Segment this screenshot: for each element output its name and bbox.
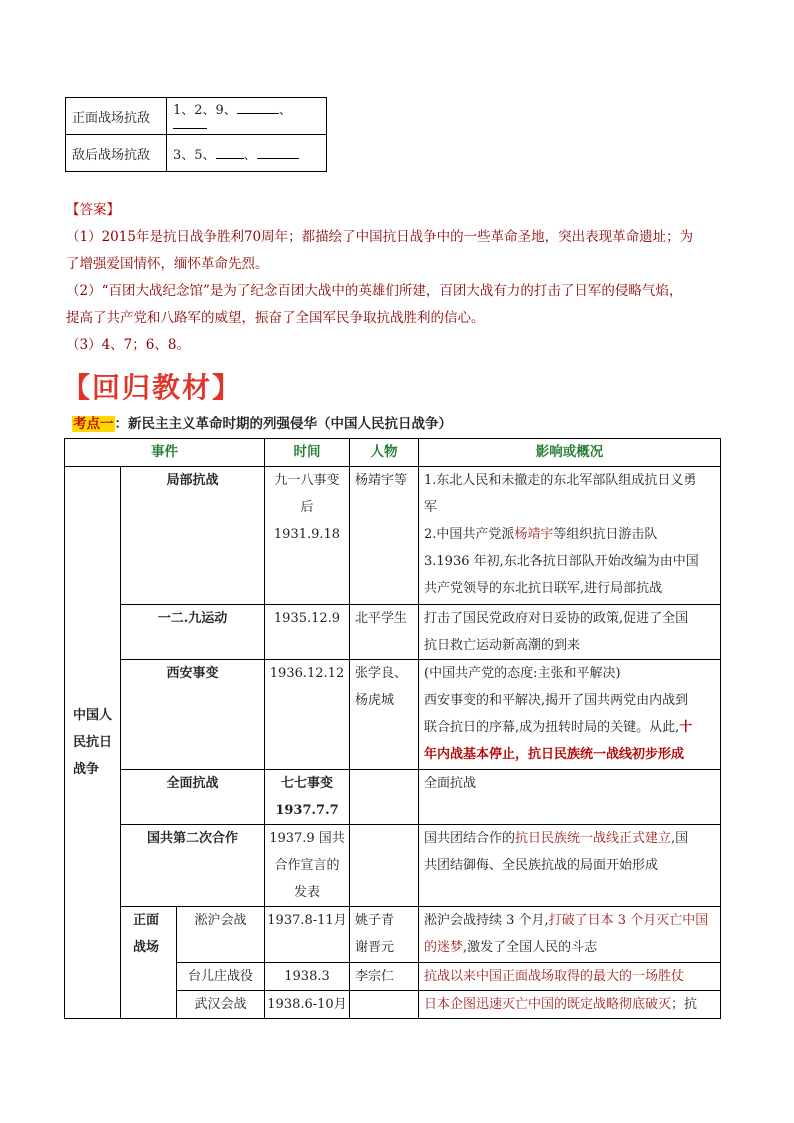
event-impact: (中国共产党的态度:主张和平解决) 西安事变的和平解决,揭开了国共两党由内战到 联合抗日的序幕,成为扭转时局的关键。从此,十 年内战基本停止，抗日民族统一战线初步形成 — [419, 660, 721, 770]
table-row — [65, 770, 721, 825]
event-name: 局部抗战 — [121, 467, 265, 605]
answer-line: （3）4、7；6、8。 — [66, 337, 190, 353]
row-label: 正面战场抗敌 — [66, 98, 167, 135]
answer-line: （2）“百团大战纪念馆”是为了纪念百团大战中的英雄们所建，百团大战有力的打击了日军的侵略气焰， — [66, 283, 683, 299]
event-time: 1935.12.9 — [265, 605, 350, 660]
row-value: 3、5、 、 — [167, 135, 327, 172]
event-impact: 抗战以来中国正面战场取得的最大的一场胜仗 — [419, 963, 721, 991]
table-row — [65, 907, 721, 963]
event-person — [350, 825, 419, 907]
event-time: 1937.8-11月 — [265, 907, 350, 963]
event-name: 武汉会战 — [177, 991, 265, 1019]
row-value: 1、2、9、 、 — [167, 98, 327, 135]
section-banner: 【回归教材】 — [62, 371, 243, 404]
event-person — [350, 770, 419, 825]
event-person: 李宗仁 — [350, 963, 419, 991]
row-label: 敌后战场抗敌 — [66, 135, 167, 172]
fill-blank[interactable] — [173, 118, 207, 129]
event-person: 北平学生 — [350, 605, 419, 660]
answer-block — [66, 197, 746, 359]
table-row — [66, 135, 327, 172]
event-time: 1938.6-10月 — [265, 991, 350, 1019]
event-time: 九一八事变 后 1931.9.18 — [265, 467, 350, 605]
event-person: 姚子青 谢晋元 — [350, 907, 419, 963]
event-name: 淞沪会战 — [177, 907, 265, 963]
table-row — [65, 605, 721, 660]
kaodian-tag: 考点一 — [73, 416, 114, 432]
event-name: 一二.九运动 — [121, 605, 265, 660]
header-impact: 影响或概况 — [419, 439, 721, 467]
event-time: 1936.12.12 — [265, 660, 350, 770]
table-row — [65, 825, 721, 907]
header-event: 事件 — [65, 439, 265, 467]
table-header-row — [65, 439, 721, 467]
table-row — [65, 467, 721, 605]
fill-blank[interactable] — [257, 148, 299, 159]
side-label: 中国人 民抗日 战争 — [65, 467, 121, 1019]
table-row — [66, 98, 327, 135]
event-name: 西安事变 — [121, 660, 265, 770]
event-impact: 全面抗战 — [419, 770, 721, 825]
history-table — [64, 438, 721, 1019]
answer-heading: 【答案】 — [66, 202, 120, 218]
table-row — [65, 660, 721, 770]
kaodian-title: 新民主主义革命时期的列强侵华（中国人民抗日战争） — [128, 416, 452, 432]
header-person: 人物 — [350, 439, 419, 467]
answer-line: 了增强爱国情怀，缅怀革命先烈。 — [66, 256, 269, 272]
event-impact: 国共团结合作的抗日民族统一战线正式建立,国 共团结御侮、全民族抗战的局面开始形成 — [419, 825, 721, 907]
answer-line: （1）2015年是抗日战争胜利70周年；都描绘了中国抗日战争中的一些革命圣地，突出表现革命遗址；为 — [66, 229, 694, 245]
event-name: 全面抗战 — [121, 770, 265, 825]
header-time: 时间 — [265, 439, 350, 467]
event-time: 1937.9 国共 合作宣言的 发表 — [265, 825, 350, 907]
kaodian-heading — [72, 412, 452, 432]
event-person: 张学良、 杨虎城 — [350, 660, 419, 770]
event-impact: 1.东北人民和未撤走的东北军部队组成抗日义勇 军 2.中国共产党派杨靖宇等组织抗日游击队 3.1936 年初,东北各抗日部队开始改编为由中国 共产党领导的东北抗日联军,进行局部抗战 — [419, 467, 721, 605]
event-impact: 打击了国民党政府对日妥协的政策,促进了全国 抗日救亡运动新高潮的到来 — [419, 605, 721, 660]
event-name: 台儿庄战役 — [177, 963, 265, 991]
event-name: 国共第二次合作 — [121, 825, 265, 907]
event-impact: 淞沪会战持续 3 个月,打破了日本 3 个月灭亡中国 的迷梦,激发了全国人民的斗志 — [419, 907, 721, 963]
kaodian-sep: ： — [114, 416, 128, 432]
answer-line: 提高了共产党和八路军的威望，振奋了全国军民争取抗战胜利的信心。 — [66, 310, 485, 326]
event-time: 七七事变 1937.7.7 — [265, 770, 350, 825]
event-person — [350, 991, 419, 1019]
fill-blank[interactable] — [216, 148, 244, 159]
blank-table — [65, 97, 327, 172]
event-person: 杨靖宇等 — [350, 467, 419, 605]
event-time: 1938.3 — [265, 963, 350, 991]
front-label: 正面 战场 — [121, 907, 177, 1019]
event-impact: 日本企图迅速灭亡中国的既定战略彻底破灭；抗 — [419, 991, 721, 1019]
fill-blank[interactable] — [237, 103, 279, 114]
